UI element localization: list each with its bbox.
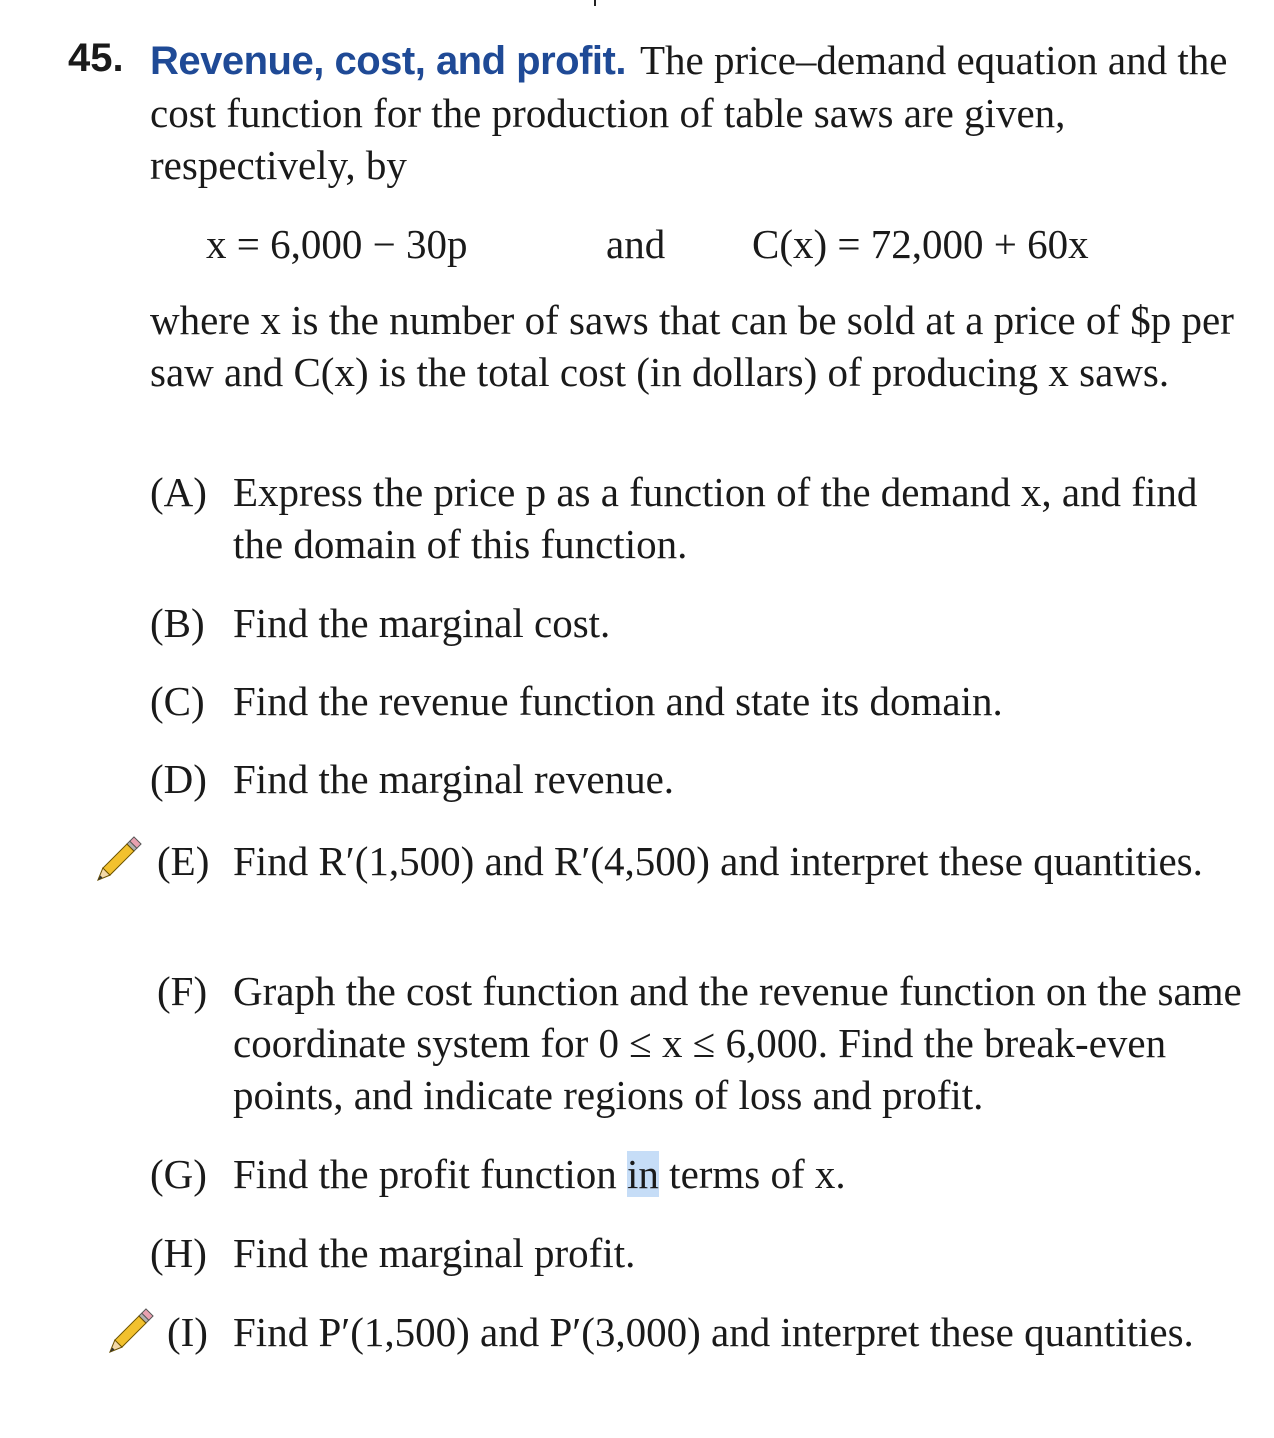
page-edge-mark [594,0,596,6]
pencil-icon[interactable] [86,830,148,892]
demand-equation: x = 6,000 − 30p [206,221,468,267]
part-label: (G) [150,1151,207,1197]
cost-equation: C(x) = 72,000 + 60x [752,221,1089,267]
part-label: (H) [150,1230,207,1276]
problem-intro [150,34,1250,191]
part-text: Express the price p as a function of the demand x, and find the domain of this function. [233,469,1198,567]
part-text: Find P′(1,500) and P′(3,000) and interpret these quantities. [233,1309,1194,1355]
part-label: (D) [150,756,207,802]
part-text: Find the marginal cost. [233,600,611,646]
problem-number: 45. [68,36,124,80]
variable-description: where x is the number of saws that can be sold at a price of $p per saw and C(x) is the total cost (in dollars) of producing x saws. [150,297,1234,395]
part-text: Graph the cost function and the revenue function on the same coordinate system for 0 ≤ x ≤ 6,000. Find the break-even points, and indicate regions of loss and profit. [233,968,1242,1118]
part-label: (I) [167,1309,208,1355]
part-text: Find the revenue function and state its domain. [233,678,1003,724]
part-label: (F) [157,968,208,1014]
part-label: (C) [150,678,205,724]
part-label: (A) [150,469,207,515]
pencil-icon[interactable] [98,1302,160,1364]
equations-row [0,220,1274,276]
equation-connector: and [606,221,666,267]
part-label: (B) [150,600,205,646]
problem-intro-text: The price–demand equation and the cost function for the production of table saws are given, respectively, by [150,37,1228,188]
part-text: Find the marginal revenue. [233,756,675,802]
part-text: Find the profit function in terms of x. [233,1151,846,1197]
part-text: Find R′(1,500) and R′(4,500) and interpret these quantities. [233,838,1203,884]
part-label: (E) [157,838,210,884]
problem-title: Revenue, cost, and profit. [150,39,626,83]
part-text: Find the marginal profit. [233,1230,636,1276]
highlighted-word: in [627,1151,659,1197]
